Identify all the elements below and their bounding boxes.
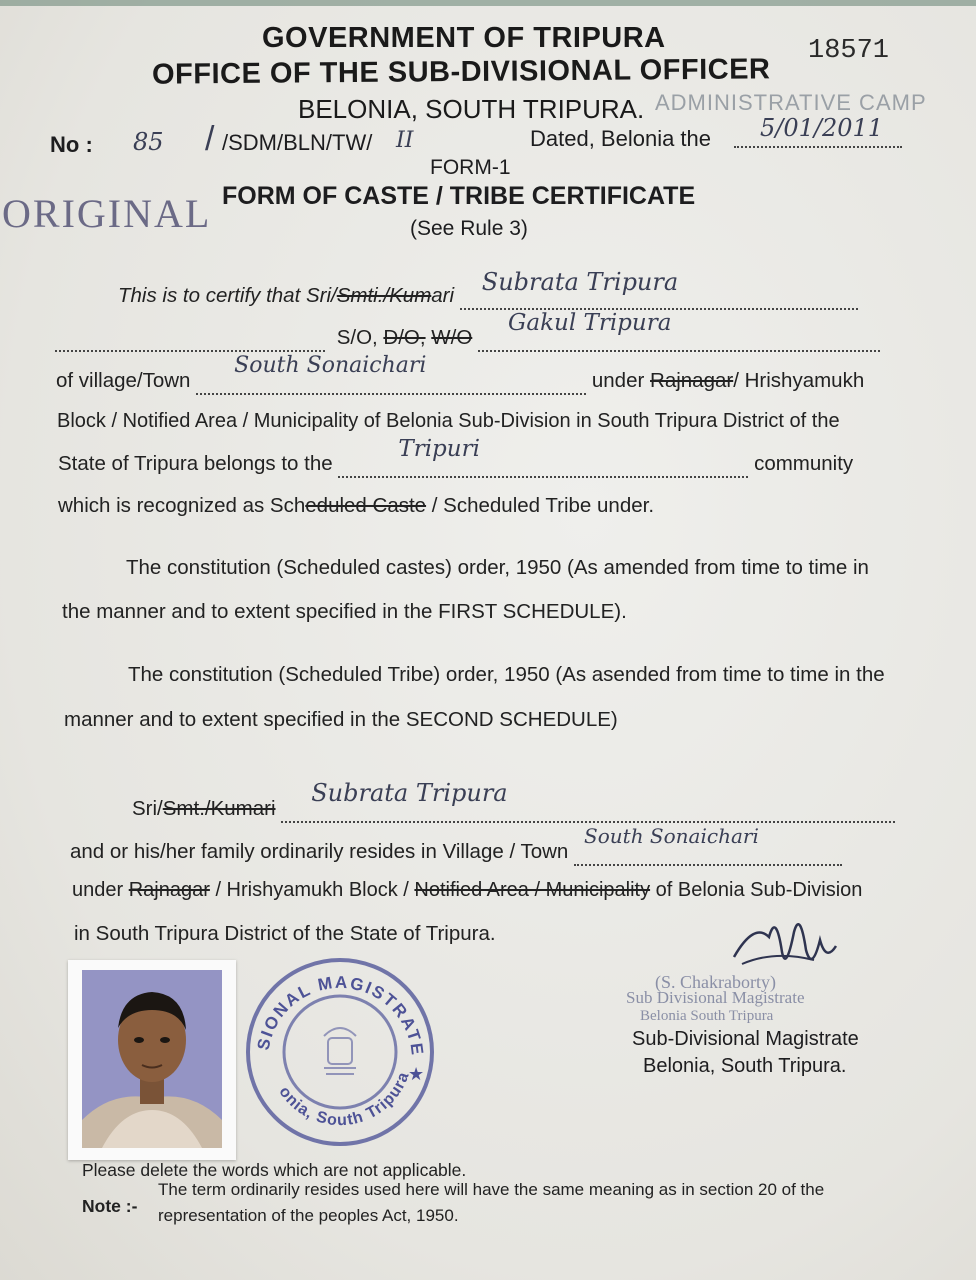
rajnagar-strike: Rajnagar xyxy=(650,369,734,392)
header-location: BELONIA, SOUTH TRIPURA. xyxy=(298,94,645,124)
under2-strike-notified: Notified Area / Municipality xyxy=(414,879,651,901)
p1-strike: Smti./Kum xyxy=(336,284,432,307)
note-line2: representation of the peoples Act, 1950. xyxy=(158,1206,459,1225)
p1-line6 xyxy=(58,494,654,518)
do-strike: D/O, xyxy=(383,326,426,349)
p2-lead: Sri/ xyxy=(132,797,163,820)
resides-value: South Sonaichari xyxy=(584,824,759,848)
sc-line2: the manner and to extent specified in the FIRST SCHEDULE). xyxy=(62,600,627,623)
under2-c: of Belonia Sub-Division xyxy=(650,879,863,901)
seal-top-text: SIONAL MAGISTRATE xyxy=(253,972,428,1058)
seal-star-icon: ★ xyxy=(408,1064,425,1084)
ref-slash: / xyxy=(205,120,215,158)
portrait-illustration xyxy=(82,970,222,1148)
community-field xyxy=(338,436,748,478)
st-line1: The constitution (Scheduled Tribe) order, 1950 (As asended from time to time in the xyxy=(128,663,885,686)
applicant-photo-image xyxy=(82,970,222,1148)
name-value: Subrata Tripura xyxy=(481,268,679,296)
official-seal xyxy=(240,950,440,1155)
header-office: OFFICE OF THE SUB-DIVISIONAL OFFICER xyxy=(151,53,771,91)
resides-label: and or his/her family ordinarily resides in Village / Town xyxy=(70,840,569,863)
p2-name-field xyxy=(281,779,895,823)
village-label: of village/Town xyxy=(56,369,191,392)
recognized-a: which is recognized as Sch xyxy=(58,494,306,517)
delete-note: Please delete the words which are not applicable. xyxy=(82,1160,467,1180)
signatory-title: Sub-Divisional Magistrate xyxy=(632,1028,859,1050)
original-stamp: ORIGINAL xyxy=(2,191,212,236)
village-field xyxy=(196,353,586,395)
ref-code-suffix: II xyxy=(396,128,414,153)
father-name: Gakul Tripura xyxy=(507,310,672,336)
p2-line1 xyxy=(132,779,895,823)
date-value: 5/01/2011 xyxy=(760,114,884,142)
signature-faint-line1: Sub Divisional Magistrate xyxy=(626,988,805,1007)
seal-bottom-text: onia, South Tripura xyxy=(275,1069,413,1130)
p1-tail: ari xyxy=(431,284,455,307)
recognized-strike: eduled Caste xyxy=(305,494,427,517)
header-government: GOVERNMENT OF TRIPURA xyxy=(262,22,666,54)
ref-code: /SDM/BLN/TW/ xyxy=(222,130,373,155)
name-field xyxy=(460,268,858,310)
p2-line4: in South Tripura District of the State of Tripura. xyxy=(74,922,496,945)
st-line2: manner and to extent specified in the SECOND SCHEDULE) xyxy=(64,708,618,731)
father-field xyxy=(478,310,880,352)
so-prefix-dots xyxy=(55,326,325,352)
hrishyamukh: / Hrishyamukh xyxy=(733,369,865,392)
p1-line2 xyxy=(55,310,880,352)
p1-line4: Block / Notified Area / Municipality of Belonia Sub-Division in South Tripura District of the xyxy=(57,410,840,432)
signatory-name: (S. Chakraborty) xyxy=(655,972,776,992)
p2-name-value: Subrata Tripura xyxy=(311,779,508,807)
community-label: community xyxy=(754,452,854,475)
under2-b: / Hrishyamukh Block / xyxy=(209,879,415,901)
serial-number: 18571 xyxy=(808,36,890,66)
note-label: Note :- xyxy=(82,1196,138,1216)
no-label: No : xyxy=(50,132,93,157)
administrative-camp-stamp: ADMINISTRATIVE CAMP xyxy=(655,90,927,115)
sc-line1: The constitution (Scheduled castes) order, 1950 (As amended from time to time in xyxy=(126,556,869,579)
p1-line3 xyxy=(56,353,865,395)
no-value: 85 xyxy=(133,128,164,156)
recognized-b: / Scheduled Tribe under. xyxy=(426,494,655,517)
form-rule: (See Rule 3) xyxy=(410,217,528,240)
p1-line5 xyxy=(58,436,854,478)
note-line1: The term ordinarily resides used here will have the same meaning as in section 20 of the xyxy=(158,1180,825,1199)
p2-strike: Smt./Kumari xyxy=(162,797,276,820)
emblem-icon xyxy=(324,1028,356,1074)
so-label: S/O, xyxy=(336,326,378,349)
p2-line3 xyxy=(72,879,862,902)
p1-line1 xyxy=(118,268,858,310)
under2-a: under xyxy=(72,879,129,901)
under2-strike-raj: Rajnagar xyxy=(128,879,210,901)
community-value: Tripuri xyxy=(398,436,480,462)
wo-strike: W/O xyxy=(431,326,473,349)
p2-line2 xyxy=(70,824,842,866)
resides-field xyxy=(574,824,842,866)
state-label: State of Tripura belongs to the xyxy=(58,452,333,475)
applicant-photo xyxy=(68,960,236,1160)
village-value: South Sonaichari xyxy=(234,353,427,378)
signature-faint-line2: Belonia South Tripura xyxy=(640,1008,774,1024)
dated-label: Dated, Belonia the xyxy=(530,126,712,151)
form-title: FORM OF CASTE / TRIBE CERTIFICATE xyxy=(222,182,696,210)
p1-lead: This is to certify that Sri/ xyxy=(118,284,337,307)
signatory-place: Belonia, South Tripura. xyxy=(643,1055,847,1077)
under-label: under xyxy=(591,369,645,392)
form-number: FORM-1 xyxy=(430,156,511,179)
paper-top-edge xyxy=(0,0,976,6)
